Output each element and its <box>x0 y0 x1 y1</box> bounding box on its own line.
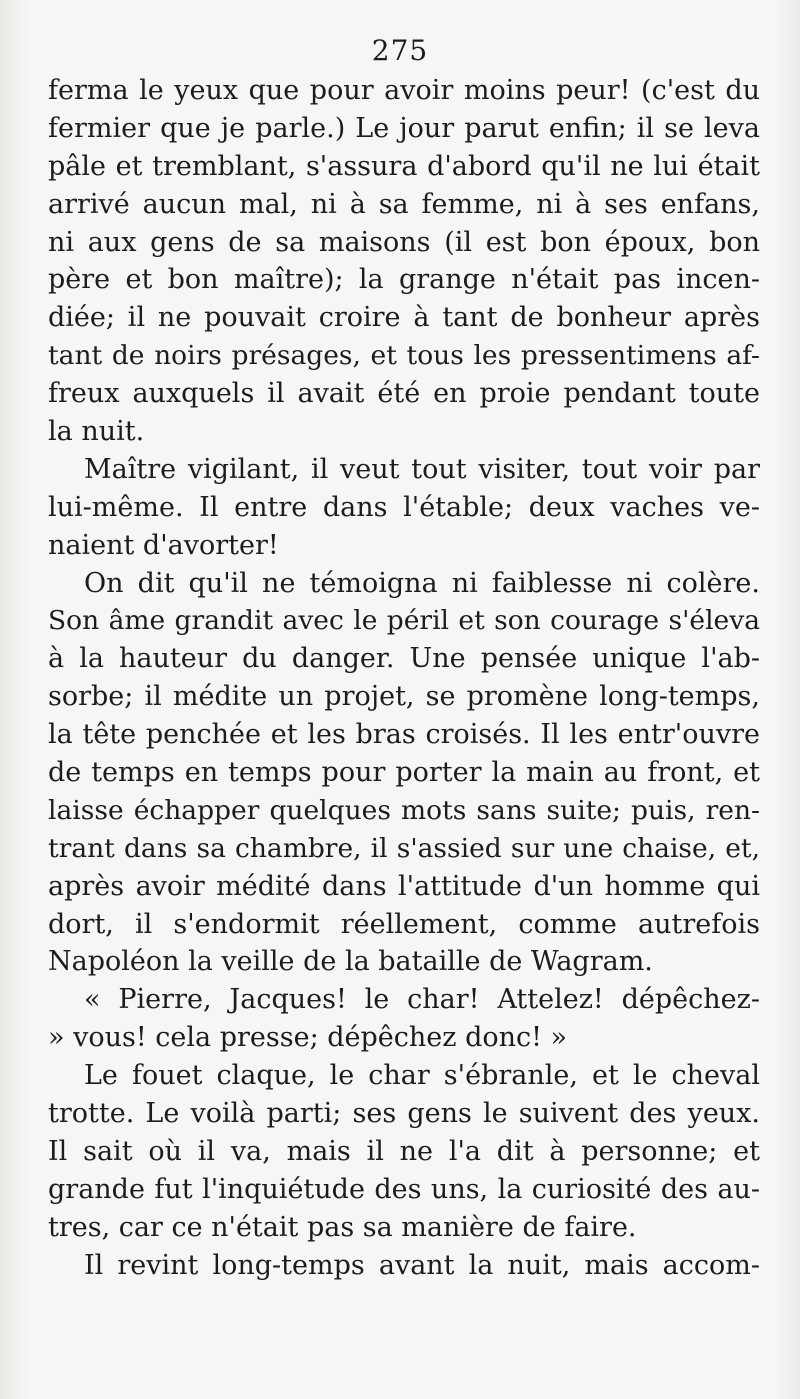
text-line: à la hauteur du danger. Une pensée unique l'ab- <box>48 643 760 675</box>
text-line: ferma le yeux que pour avoir moins peur! (c'est du <box>48 75 760 106</box>
text-line: » vous! cela presse; dépêchez donc! » <box>48 1022 568 1054</box>
text-line: la tête penchée et les bras croisés. Il les entr'ouvre <box>48 719 760 751</box>
text-line: trant dans sa chambre, il s'assied sur une chaise, et, <box>48 832 760 864</box>
text-line: lui-même. Il entre dans l'étable; deux vaches ve- <box>48 491 760 523</box>
text-line: freux auxquels il avait été en proie pendant toute <box>48 378 760 410</box>
text-line: ni aux gens de sa maisons (il est bon époux, bon <box>48 226 760 258</box>
text-line: grande fut l'inquiétude des uns, la curiosité des au- <box>48 1173 760 1205</box>
text-line: la nuit. <box>48 416 145 448</box>
text-line: tant de noirs présages, et tous les pressentimens af- <box>48 340 760 372</box>
text-line: pâle et tremblant, s'assura d'abord qu'il ne lui était <box>48 150 760 182</box>
text-line: père et bon maître); la grange n'était pas incen- <box>48 264 760 296</box>
text-line: sorbe; il médite un projet, se promène long-temps, <box>48 681 760 713</box>
text-line: arrivé aucun mal, ni à sa femme, ni à ses enfans, <box>48 188 760 220</box>
text-line: fermier que je parle.) Le jour parut enfin; il se leva <box>48 112 760 144</box>
text-line: tres, car ce n'était pas sa manière de faire. <box>48 1211 637 1243</box>
text-line: « Pierre, Jacques! le char! Attelez! dépêchez- <box>84 984 760 1016</box>
text-line: dort, il s'endormit réellement, comme autrefois <box>48 908 760 940</box>
text-line: après avoir médité dans l'attitude d'un homme qui <box>48 870 760 902</box>
text-line: Napoléon la veille de la bataille de Wagram. <box>48 946 653 978</box>
page-body-text <box>48 72 760 1285</box>
text-line: Il sait où il va, mais il ne l'a dit à personne; et <box>48 1135 760 1167</box>
text-line: Le fouet claque, le char s'ébranle, et le cheval <box>84 1060 760 1092</box>
text-line: naient d'avorter! <box>48 529 279 561</box>
text-line: On dit qu'il ne témoigna ni faiblesse ni colère. <box>84 567 760 599</box>
text-line: diée; il ne pouvait croire à tant de bonheur après <box>48 302 760 334</box>
text-line: de temps en temps pour porter la main au front, et <box>48 757 760 789</box>
text-line: trotte. Le voilà parti; ses gens le suivent des yeux. <box>48 1098 760 1130</box>
text-line: laisse échapper quelques mots sans suite; puis, ren- <box>48 794 760 826</box>
text-line: Il revint long-temps avant la nuit, mais accom- <box>84 1249 760 1281</box>
text-line: Son âme grandit avec le péril et son courage s'éleva <box>48 605 760 637</box>
text-line: Maître vigilant, il veut tout visiter, tout voir par <box>84 453 760 485</box>
page-number: 275 <box>371 34 429 67</box>
